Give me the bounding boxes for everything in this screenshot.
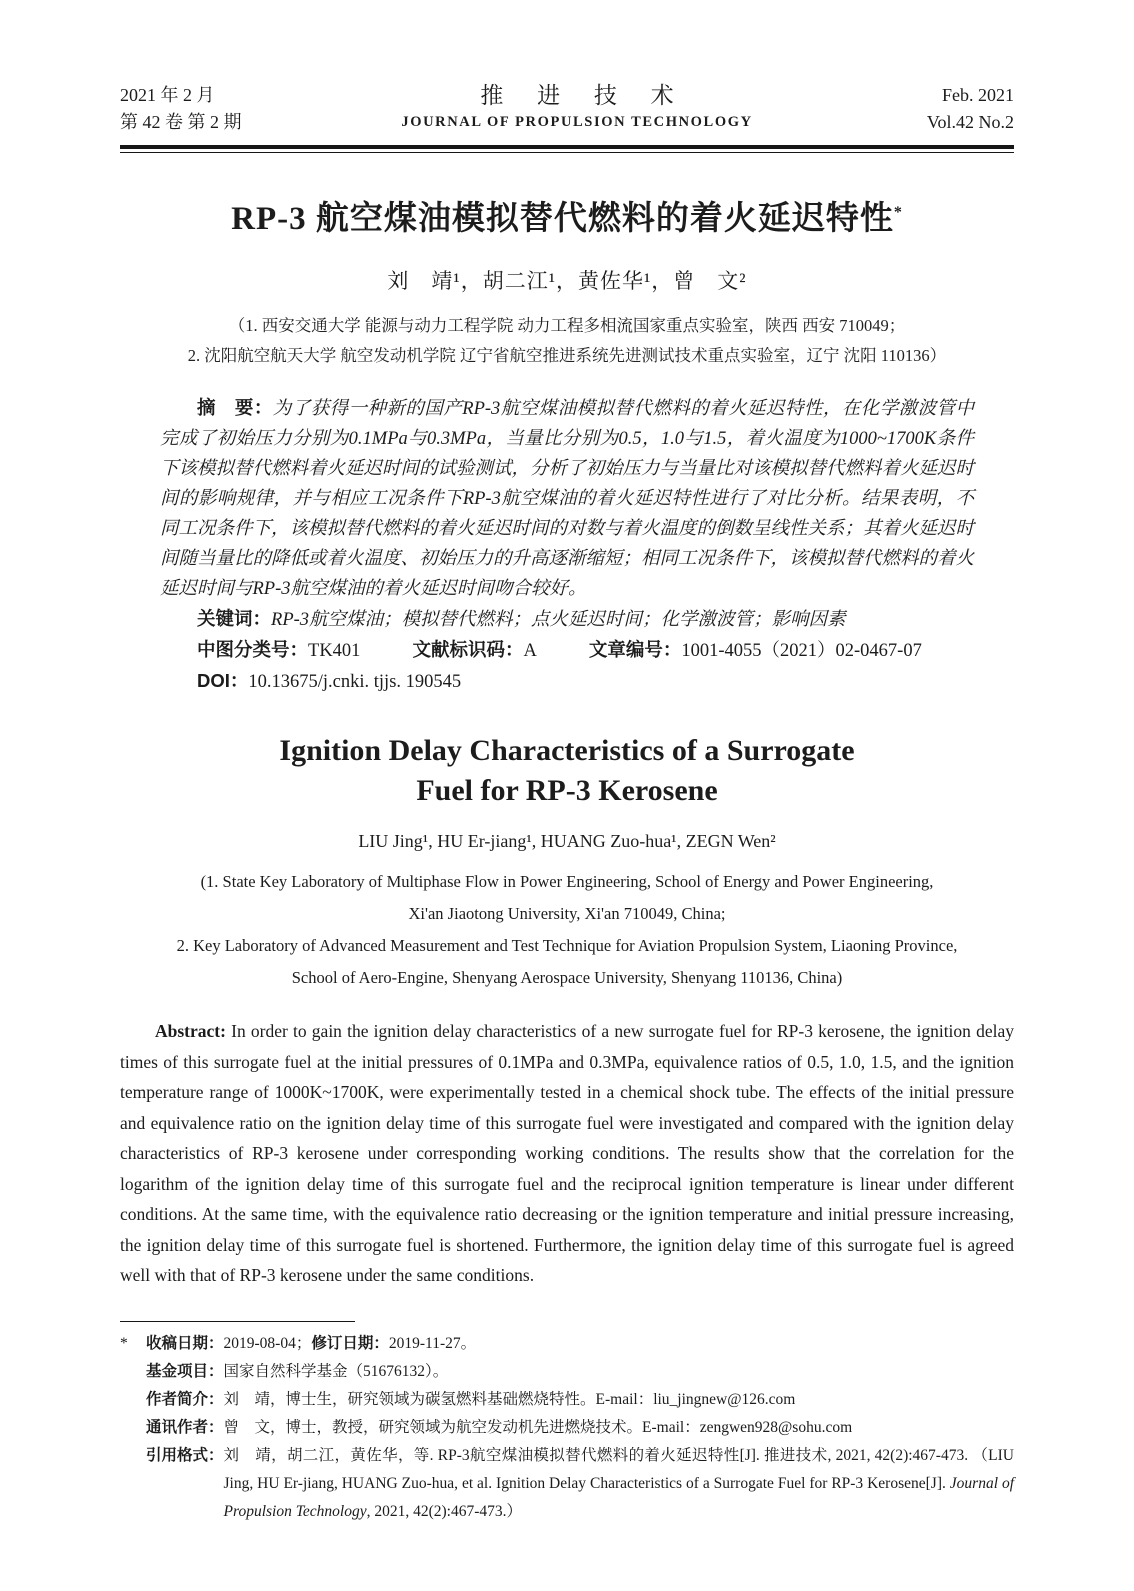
article-id-value: 1001-4055（2021）02-0467-07 bbox=[681, 641, 922, 661]
volume-issue-cn: 第 42 卷 第 2 期 bbox=[120, 112, 242, 132]
citation-text-part1: 刘 靖，胡二江，黄佐华，等. RP-3航空煤油模拟替代燃料的着火延迟特性[J]. 推进技术, 2021, 42(2):467-473. （LIU Jing, HU Er-jiang, HUANG Zuo-hua, et al. Ignition Delay Characteristics of a Surrogate Fuel for RP-3 Kerosene[J]. bbox=[223, 1446, 1014, 1492]
footnote-corresponding-row bbox=[120, 1414, 1014, 1442]
affiliation-en-line2: Xi'an Jiaotong University, Xi'an 710049, China; bbox=[408, 904, 726, 923]
classification-line bbox=[160, 635, 974, 666]
header-center bbox=[290, 82, 864, 136]
keywords-label: 关键词： bbox=[197, 608, 272, 629]
affiliation-cn-line2: 2. 沈阳航空航天大学 航空发动机学院 辽宁省航空推进系统先进测试技术重点实验室，辽宁 沈阳 110136） bbox=[187, 346, 947, 365]
received-date-value: 2019-08-04； bbox=[223, 1334, 312, 1352]
header-divider-rule bbox=[120, 145, 1014, 153]
affiliation-en-line1: (1. State Key Laboratory of Multiphase Flow in Power Engineering, School of Energy and Power Engineering, bbox=[200, 872, 934, 891]
clc-value: TK401 bbox=[308, 641, 361, 661]
doc-code-value: A bbox=[523, 641, 537, 661]
affiliation-cn-line1: （1. 西安交通大学 能源与动力工程学院 动力工程多相流国家重点实验室，陕西 西安 710049； bbox=[228, 316, 906, 335]
article-title-cn-text: RP-3 航空煤油模拟替代燃料的着火延迟特性 bbox=[231, 201, 894, 237]
abstract-en bbox=[120, 1016, 1014, 1291]
footnote-divider-rule bbox=[120, 1321, 355, 1322]
affiliation-en-line4: School of Aero-Engine, Shenyang Aerospace University, Shenyang 110136, China) bbox=[291, 968, 843, 987]
issue-date-cn: 2021 年 2 月 bbox=[120, 85, 215, 105]
footnote-section bbox=[120, 1321, 1014, 1526]
authors-en: LIU Jing¹, HU Er-jiang¹, HUANG Zuo-hua¹, ZEGN Wen² bbox=[358, 831, 776, 851]
article-title-en bbox=[120, 731, 1014, 811]
doi-line bbox=[160, 666, 974, 697]
author-bio-content: 刘 靖，博士生，研究领域为碳氢燃料基础燃烧特性。E-mail：liu_jingnew@126.com bbox=[223, 1390, 796, 1408]
fund-content: 国家自然科学基金（51676132）。 bbox=[223, 1362, 449, 1380]
title-footnote-marker: * bbox=[893, 204, 903, 221]
doc-code-label: 文献标识码： bbox=[412, 639, 524, 660]
keywords-text: RP-3航空煤油；模拟替代燃料；点火延迟时间；化学激波管；影响因素 bbox=[271, 610, 846, 630]
abstract-en-text: In order to gain the ignition delay characteristics of a new surrogate fuel for RP-3 kerosene, the ignition delay times of this surrogate fuel at the initial pressures of 0.1MPa and 0.3MPa, equivalence ratios of 0.5, 1.0, 1.5, and the ignition temperature range of 1000K~1700K, were experimentally tested in a chemical shock tube. The effects of the initial pressure and equivalence ratio on the ignition delay time of this surrogate fuel were investigated and compared with the ignition delay characteristics of RP-3 kerosene under corresponding working conditions. The results show that the correlation for the logarithm of the ignition delay time of this surrogate fuel and the reciprocal ignition temperature is linear under different conditions. At the same time, with the equivalence ratio decreasing or the ignition temperature and initial pressure increasing, the ignition delay time of this surrogate fuel is shortened. Furthermore, the ignition delay time of this surrogate fuel is agreed well with that of RP-3 kerosene under the same conditions. bbox=[120, 1021, 1014, 1285]
footnote-received-row bbox=[120, 1330, 1014, 1358]
affiliations-cn bbox=[120, 311, 1014, 371]
footnote-author-bio-row bbox=[120, 1386, 1014, 1414]
keywords-cn bbox=[160, 604, 974, 635]
citation-journal-name: Journal of Propulsion Technology bbox=[223, 1474, 1014, 1520]
revised-date-label: 修订日期： bbox=[311, 1334, 389, 1352]
chinese-meta-block bbox=[160, 393, 974, 697]
doi-label: DOI： bbox=[197, 670, 249, 691]
received-date-content bbox=[224, 1330, 1014, 1358]
article-title-en-line1: Ignition Delay Characteristics of a Surrogate bbox=[279, 734, 855, 767]
doi-value: 10.13675/j.cnki. tjjs. 190545 bbox=[248, 672, 462, 692]
clc-label: 中图分类号： bbox=[197, 639, 309, 660]
footnote-citation-row bbox=[120, 1442, 1014, 1526]
issue-date-en: Feb. 2021 bbox=[942, 85, 1014, 105]
article-id-label: 文章编号： bbox=[588, 639, 682, 660]
abstract-cn-label: 摘 要： bbox=[197, 397, 273, 418]
abstract-cn bbox=[160, 393, 974, 604]
revised-date-value: 2019-11-27。 bbox=[388, 1334, 477, 1352]
affiliations-en bbox=[120, 866, 1014, 994]
article-title-en-line2: Fuel for RP-3 Kerosene bbox=[416, 774, 718, 807]
citation-text-part2: , 2021, 42(2):467-473.） bbox=[366, 1502, 523, 1520]
citation-content bbox=[224, 1442, 1014, 1526]
footnote-asterisk: * bbox=[120, 1334, 128, 1352]
journal-name-en: JOURNAL OF PROPULSION TECHNOLOGY bbox=[401, 114, 753, 130]
received-date-label: 收稿日期： bbox=[146, 1334, 224, 1352]
journal-name-cn: 推 进 技 术 bbox=[480, 83, 688, 108]
article-title-cn bbox=[120, 193, 1014, 239]
affiliation-en-line3: 2. Key Laboratory of Advanced Measurement and Test Technique for Aviation Propulsion System, Liaoning Province, bbox=[176, 936, 958, 955]
header-right bbox=[864, 82, 1014, 136]
journal-header bbox=[120, 82, 1014, 136]
header-left bbox=[120, 82, 290, 136]
citation-label: 引用格式： bbox=[146, 1446, 224, 1464]
fund-label: 基金项目： bbox=[146, 1362, 224, 1380]
authors-cn: 刘 靖¹，胡二江¹，黄佐华¹，曾 文² bbox=[387, 269, 747, 293]
corresponding-label: 通讯作者： bbox=[146, 1418, 224, 1436]
volume-issue-en: Vol.42 No.2 bbox=[926, 112, 1014, 132]
corresponding-content: 曾 文，博士，教授，研究领域为航空发动机先进燃烧技术。E-mail：zengwen928@sohu.com bbox=[223, 1418, 853, 1436]
abstract-cn-text: 为了获得一种新的国产RP-3航空煤油模拟替代燃料的着火延迟特性，在化学激波管中完成了初始压力分别为0.1MPa与0.3MPa，当量比分别为0.5，1.0与1.5，着火温度为1000~1700K条件下该模拟替代燃料着火延迟时间的试验测试，分析了初始压力与当量比对该模拟替代燃料着火延迟时间的影响规律，并与相应工况条件下RP-3航空煤油的着火延迟特性进行了对比分析。结果表明，不同工况条件下，该模拟替代燃料的着火延迟时间的对数与着火温度的倒数呈线性关系；其着火延迟时间随当量比的降低或着火温度、初始压力的升高逐渐缩短；相同工况条件下，该模拟替代燃料的着火延迟时间与RP-3航空煤油的着火延迟时间吻合较好。 bbox=[160, 399, 975, 599]
author-bio-label: 作者简介： bbox=[146, 1390, 224, 1408]
footnote-fund-row bbox=[120, 1358, 1014, 1386]
abstract-en-label: Abstract: bbox=[155, 1021, 226, 1041]
